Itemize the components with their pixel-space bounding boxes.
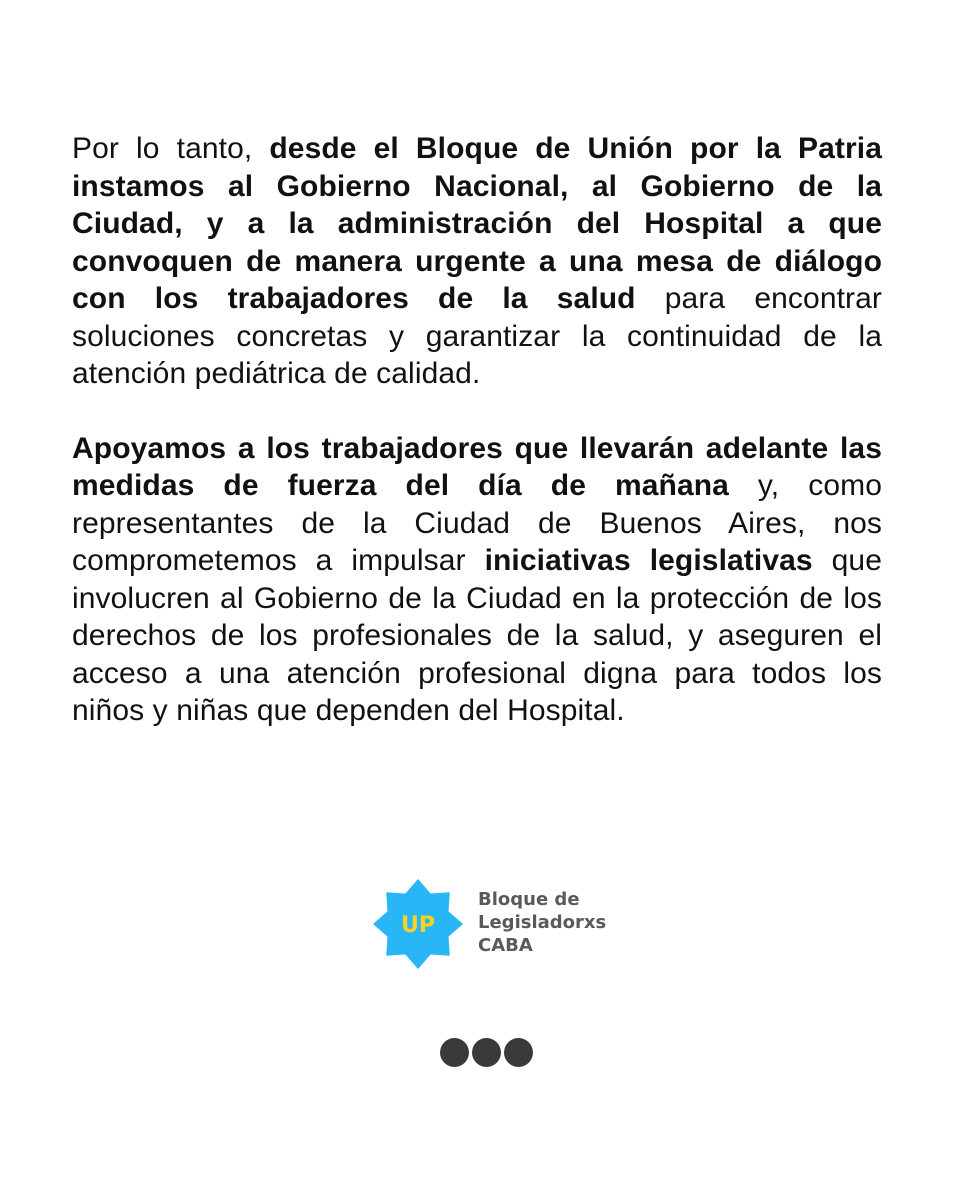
paragraph1-text-1: Por lo tanto, (72, 132, 270, 165)
paragraph2-text-1: y, como representantes de la Ciudad de Buenos Aires, nos comprometemos a impulsar (72, 469, 882, 577)
indicator-dot (472, 1038, 501, 1067)
paragraph-call-to-dialogue (72, 130, 882, 393)
paragraph1-text-2: para encontrar soluciones concretas y garantizar la continuidad de la atención pediátrica de calidad. (72, 282, 882, 390)
paragraph1-bold-1: desde el Bloque de Unión por la Patria instamos al Gobierno Nacional, al Gobierno de la Ciudad, y a la administración del Hospital a que convoquen de manera urgente a una mesa de diálogo con los trabajadores de la salud (72, 132, 882, 315)
carousel-indicator (440, 1038, 536, 1068)
logo-wordmark (478, 888, 606, 957)
paragraph2-bold-1: Apoyamos a los trabajadores que llevarán adelante las medidas de fuerza del día de mañana (72, 431, 882, 502)
paragraph2-bold-2: iniciativas legislativas (484, 544, 813, 577)
sun-icon (370, 878, 466, 970)
logo-line-3: CABA (478, 935, 533, 956)
logo-line-2: Legisladorxs (478, 912, 607, 933)
indicator-dot (504, 1038, 533, 1067)
bloque-logo (370, 878, 620, 970)
document-body (72, 130, 882, 730)
logo-up-text: UP (401, 913, 435, 938)
paragraph2-text-2: que involucren al Gobierno de la Ciudad en la protección de los derechos de los profesionales de la salud, y aseguren el acceso a una atención profesional digna para todos los niños y niñas que dependen del Hospital. (72, 544, 882, 727)
logo-line-1: Bloque de (478, 889, 580, 910)
paragraph-support-workers (72, 430, 882, 730)
indicator-dot (440, 1038, 469, 1067)
